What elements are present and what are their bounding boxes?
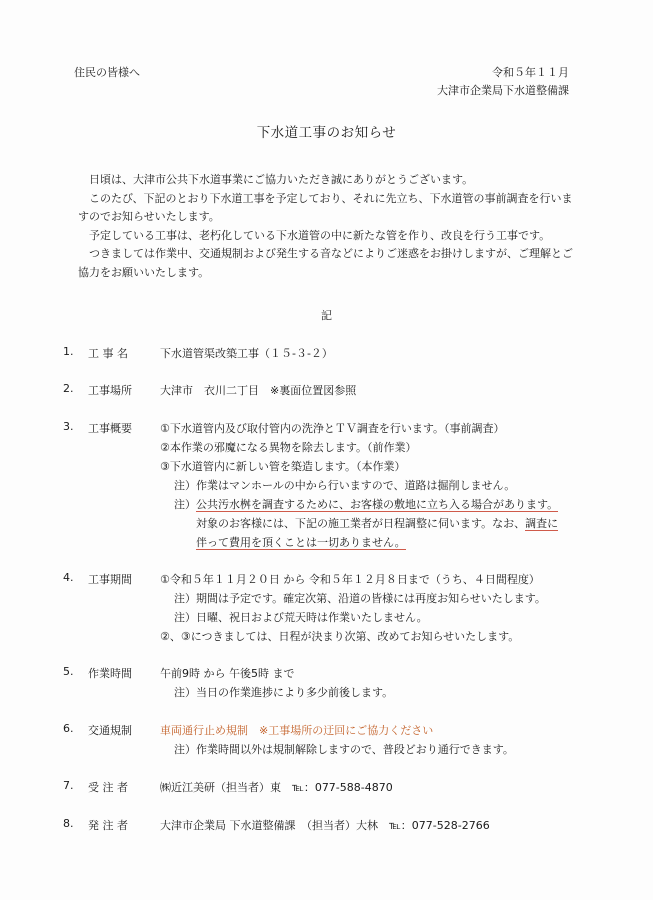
page-title: 下水道工事のお知らせ [256,125,397,141]
period-line: ②、③につきましては、日程が決まり次第、改めてお知らせいたします。 [160,630,520,643]
item-label-hours: 作業時間 [88,667,132,680]
item-number: 2. [63,382,74,395]
important-note-underlined: 伴って費用を頂くことは一切ありません。 [196,536,406,549]
construction-name: 下水道管渠改築工事（１５-３-２） [160,347,333,360]
important-note-underlined: 公共汚水桝を調査するために、お客様の敷地に立ち入る場合があります。 [196,498,559,511]
item-number: 7. [63,779,74,792]
item-number: 3. [63,420,74,433]
intro-paragraphs [78,171,578,283]
item-label-name: 工 事 名 [88,347,128,360]
intro-paragraph: このたび、下記のとおり下水道工事を予定しており、それに先立ち、下水道管の事前調査を行いますのでお知らせいたします。 [78,191,573,224]
item-number: 4. [63,571,74,584]
overview-line: ①下水道管内及び取付管内の洗浄とＴＶ調査を行います。（事前調査） [160,422,505,435]
ki-marker: 記 [321,309,332,322]
period-line: ①令和５年１１月２０日 から 令和５年１２月８日まで（うち、４日間程度） [160,573,540,586]
intro-paragraph: 日頃は、大津市公共下水道事業にご協力いただき誠にありがとうございます。 [89,173,474,186]
overview-note-detail [196,515,558,531]
item-number: 1. [63,345,74,358]
traffic-note: 注）作業時間以外は規制解除しますので、普段どおり通行できます。 [174,743,514,756]
intro-paragraph: 予定している工事は、老朽化している下水道管の中に新たな管を作り、改良を行う工事です。 [89,228,551,242]
note-text: 対象のお客様には、下記の施工業者が日程調整に伺います。なお、 [196,517,526,530]
period-note: 注）期間は予定です。確定次第、沿道の皆様には再度お知らせいたします。 [174,592,546,605]
recipient: 住民の皆様へ [74,66,140,79]
overview-note-detail [196,534,406,550]
intro-paragraph: つきましては作業中、交通規制および発生する音などによりご迷惑をお掛けしますが、ご理解とご協力をお願いいたします。 [78,247,573,279]
orderer-info: 大津市企業局 下水道整備課 （担当者）大林 ℡：077-528-2766 [160,819,490,832]
period-note: 注）日曜、祝日および荒天時は作業いたしません。 [174,611,428,624]
overview-note: 注）作業はマンホールの中から行いますので、道路は掘削しません。 [174,479,516,492]
overview-line: ②本作業の邪魔になる異物を除去します。（前作業） [160,441,417,454]
overview-note [174,496,558,512]
item-label-orderer: 発 注 者 [88,819,128,832]
important-note-underlined: 調査に [525,517,559,530]
contractor-info: ㈱近江美研（担当者）東 ℡：077-588-4870 [160,781,393,794]
work-hours: 午前9時 から 午後5時 まで [160,667,295,680]
note-prefix: 注） [174,498,196,511]
item-label-place: 工事場所 [88,384,132,397]
item-label-traffic: 交通規制 [88,724,132,737]
item-label-overview: 工事概要 [88,422,132,435]
issuer: 大津市企業局下水道整備課 [437,84,569,97]
traffic-restriction: 車両通行止め規制 ※工事場所の迂回にご協力ください [160,724,434,737]
item-number: 8. [63,817,74,830]
construction-place: 大津市 衣川二丁目 ※裏面位置図参照 [160,384,357,397]
item-label-contractor: 受 注 者 [88,781,128,794]
item-label-period: 工事期間 [88,573,132,586]
hours-note: 注）当日の作業進捗により多少前後します。 [174,686,394,699]
overview-line: ③下水道管内に新しい管を築造します。（本作業） [160,460,406,473]
issue-date: 令和５年１１月 [492,66,569,79]
item-number: 6. [63,722,74,735]
item-number: 5. [63,665,74,678]
